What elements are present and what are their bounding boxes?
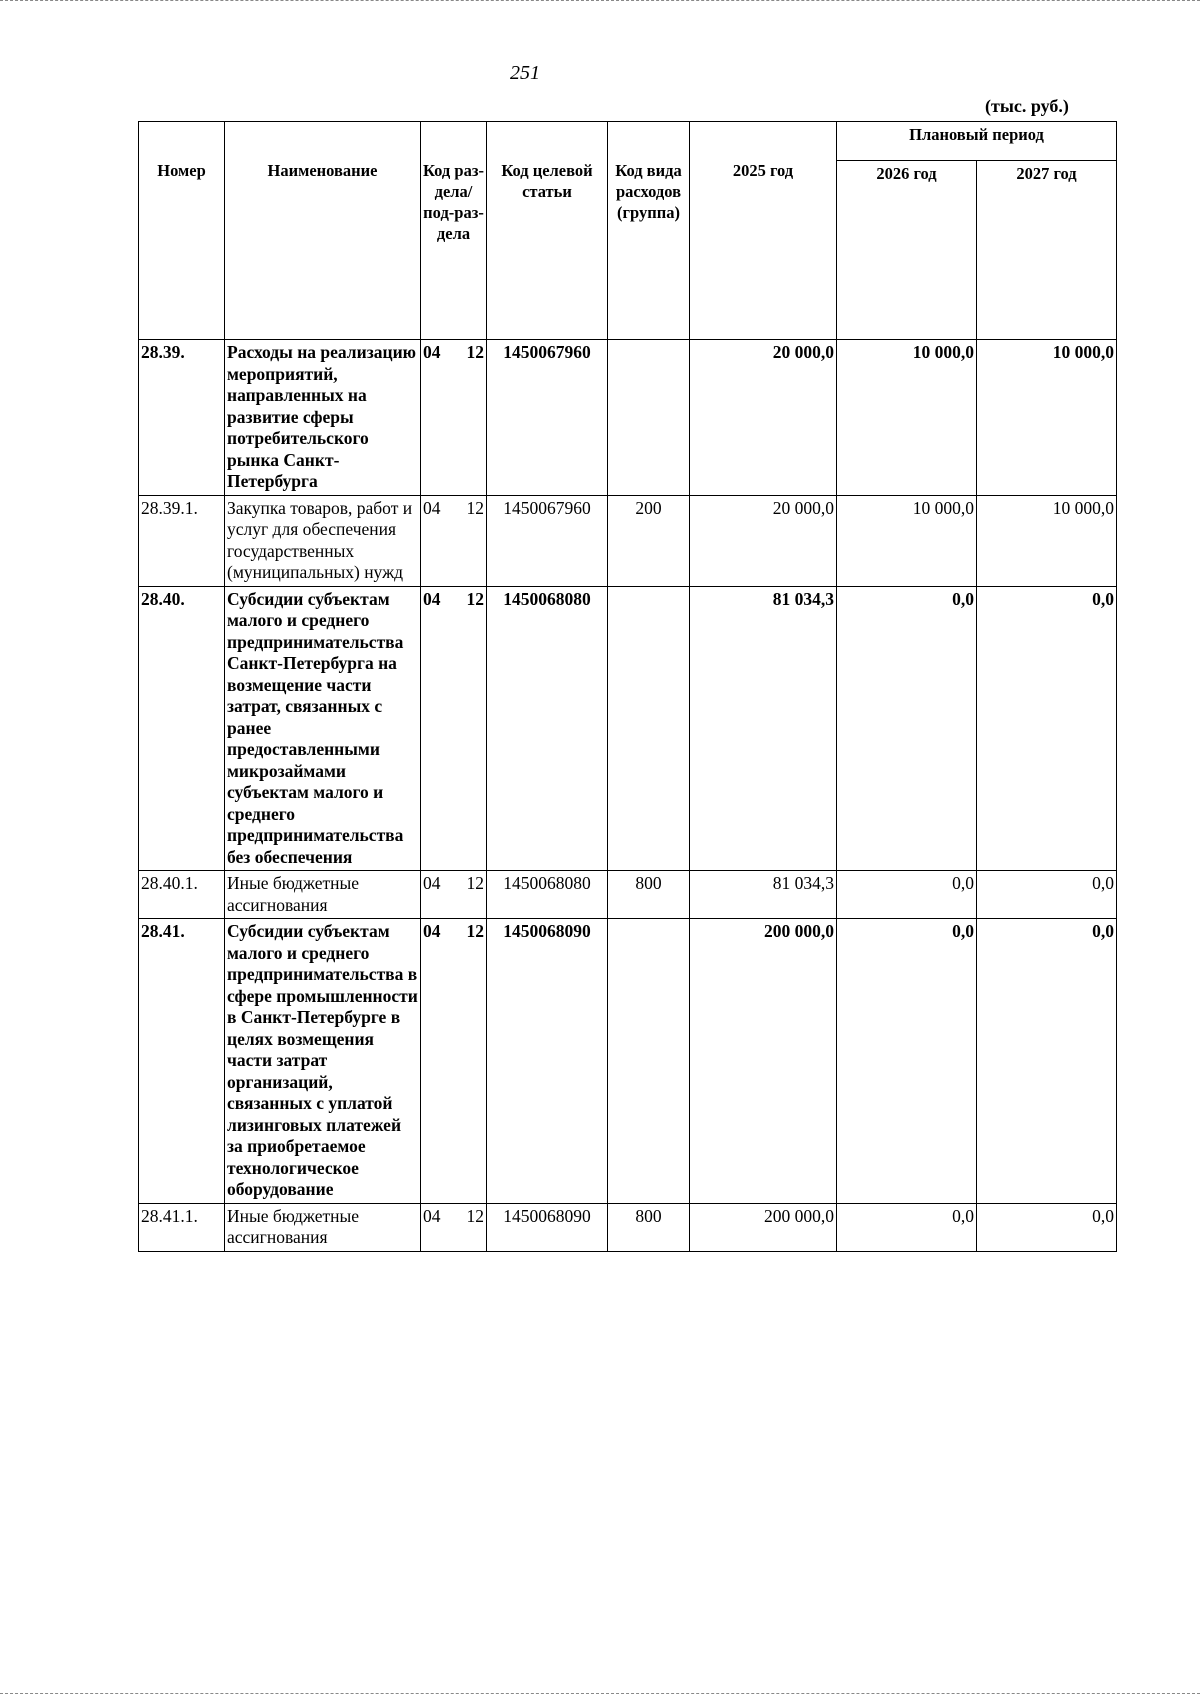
row-year-2025: 20 000,0	[690, 340, 837, 496]
row-name: Иные бюджетные ассигнования	[225, 871, 421, 919]
subsection-code: 12	[466, 342, 484, 362]
subsection-code: 12	[466, 921, 484, 941]
row-year-2026: 10 000,0	[837, 495, 977, 586]
section-code: 04	[423, 1205, 441, 1226]
row-target-code: 1450067960	[487, 495, 608, 586]
row-year-2027: 0,0	[977, 1203, 1117, 1251]
row-year-2026: 0,0	[837, 586, 977, 871]
subsection-code: 12	[466, 873, 484, 893]
subsection-code: 12	[466, 1205, 484, 1226]
table-row	[139, 871, 1117, 919]
row-expense-type: 200	[608, 495, 690, 586]
row-year-2026: 10 000,0	[837, 340, 977, 496]
table-row	[139, 919, 1117, 1204]
subsection-code: 12	[466, 588, 484, 609]
header-name: Наименование	[225, 122, 421, 340]
table-row	[139, 495, 1117, 586]
row-name: Иные бюджетные ассигнования	[225, 1203, 421, 1251]
row-number: 28.39.1.	[139, 495, 225, 586]
row-section-code	[421, 495, 487, 586]
row-name: Расходы на реализацию мероприятий, направленных на развитие сферы потребительского рынка Санкт-Петербурга	[225, 340, 421, 496]
row-year-2027: 0,0	[977, 871, 1117, 919]
row-expense-type: 800	[608, 1203, 690, 1251]
units-label: (тыс. руб.)	[985, 96, 1069, 116]
budget-table	[138, 121, 1117, 1252]
row-section-code	[421, 1203, 487, 1251]
section-code: 04	[423, 873, 441, 893]
table-row	[139, 1203, 1117, 1251]
row-number: 28.41.1.	[139, 1203, 225, 1251]
row-name: Субсидии субъектам малого и среднего предпринимательства Санкт-Петербурга на возмещение части затрат, связанных с ранее предоставленными микрозаймами субъектам малого и среднего предпринимательства без обеспечения	[225, 586, 421, 871]
row-year-2025: 81 034,3	[690, 871, 837, 919]
header-number: Номер	[139, 122, 225, 340]
header-year-2027: 2027 год	[977, 161, 1117, 340]
subsection-code: 12	[466, 497, 484, 518]
header-target-code: Код целевой статьи	[487, 122, 608, 340]
row-year-2027: 0,0	[977, 586, 1117, 871]
page-number: 251	[510, 62, 540, 84]
row-expense-type	[608, 586, 690, 871]
row-year-2027: 10 000,0	[977, 495, 1117, 586]
row-name: Закупка товаров, работ и услуг для обеспечения государственных (муниципальных) нужд	[225, 495, 421, 586]
row-year-2025: 200 000,0	[690, 1203, 837, 1251]
row-section-code	[421, 871, 487, 919]
header-planning-period: Плановый период	[837, 122, 1117, 161]
row-target-code: 1450067960	[487, 340, 608, 496]
row-year-2025: 200 000,0	[690, 919, 837, 1204]
row-number: 28.41.	[139, 919, 225, 1204]
section-code: 04	[423, 497, 441, 518]
row-name: Субсидии субъектам малого и среднего предпринимательства в сфере промышленности в Санкт-Петербурге в целях возмещения части затрат организаций, связанных с уплатой лизинговых платежей за приобретаемое технологическое оборудование	[225, 919, 421, 1204]
row-expense-type	[608, 919, 690, 1204]
row-target-code: 1450068080	[487, 871, 608, 919]
row-number: 28.40.1.	[139, 871, 225, 919]
row-number: 28.39.	[139, 340, 225, 496]
scan-top-edge	[0, 0, 1200, 3]
row-expense-type: 800	[608, 871, 690, 919]
section-code: 04	[423, 921, 441, 941]
header-section-code: Код раз-дела/ под-раз-дела	[421, 122, 487, 340]
table-row	[139, 586, 1117, 871]
section-code: 04	[423, 588, 441, 609]
row-target-code: 1450068080	[487, 586, 608, 871]
row-year-2026: 0,0	[837, 1203, 977, 1251]
row-year-2027: 0,0	[977, 919, 1117, 1204]
row-year-2025: 81 034,3	[690, 586, 837, 871]
table-row	[139, 340, 1117, 496]
row-section-code	[421, 586, 487, 871]
row-target-code: 1450068090	[487, 1203, 608, 1251]
row-number: 28.40.	[139, 586, 225, 871]
row-expense-type	[608, 340, 690, 496]
row-target-code: 1450068090	[487, 919, 608, 1204]
row-year-2026: 0,0	[837, 871, 977, 919]
row-year-2025: 20 000,0	[690, 495, 837, 586]
row-year-2026: 0,0	[837, 919, 977, 1204]
section-code: 04	[423, 342, 441, 362]
header-year-2025: 2025 год	[690, 122, 837, 340]
row-year-2027: 10 000,0	[977, 340, 1117, 496]
row-section-code	[421, 340, 487, 496]
header-expense-type: Код вида расходов (группа)	[608, 122, 690, 340]
row-section-code	[421, 919, 487, 1204]
header-year-2026: 2026 год	[837, 161, 977, 340]
